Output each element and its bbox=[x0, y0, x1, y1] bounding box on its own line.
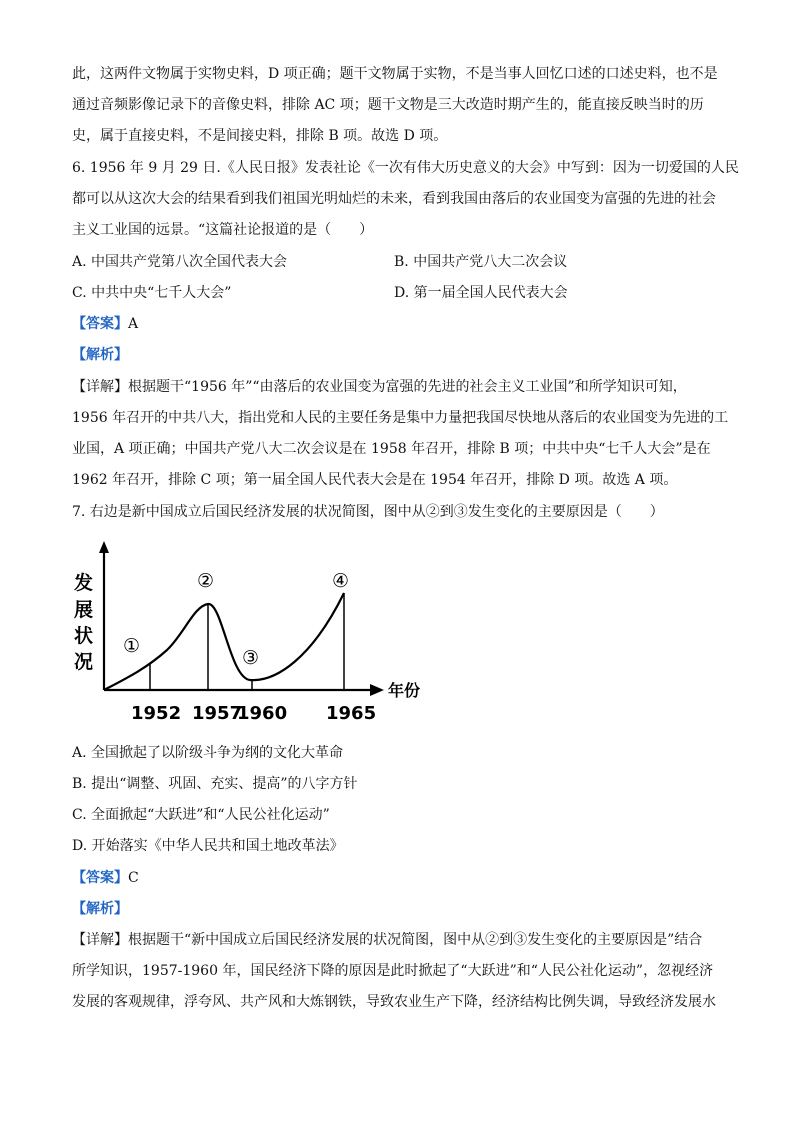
paragraph-line: 史，属于直接史料，不是间接史料，排除 B 项。故选 D 项。 bbox=[72, 128, 448, 144]
detail-tag: 【详解】 bbox=[72, 379, 128, 395]
option-row bbox=[72, 283, 568, 303]
point-label-3: ③ bbox=[242, 647, 260, 669]
y-label-char: 展 bbox=[74, 599, 94, 621]
q6-answer bbox=[72, 314, 138, 334]
y-axis-arrow bbox=[99, 541, 109, 553]
x-axis-label: 年份 bbox=[388, 681, 421, 700]
development-chart bbox=[72, 538, 452, 730]
q7-option-c: C. 全面掀起“大跃进”和“人民公社化运动” bbox=[72, 807, 330, 823]
q7-option-b: B. 提出“调整、巩固、充实、提高”的八字方针 bbox=[72, 776, 358, 792]
q6-detail: 1962 年召开，排除 C 项；第一届全国人民代表大会是在 1954 年召开，排除 D 项。故选 A 项。 bbox=[72, 472, 678, 488]
question-6-stem: 主义工业国的远景。“这篇社论报道的是（ ） bbox=[72, 222, 374, 238]
answer-tag: 【答案】 bbox=[72, 870, 128, 886]
answer-tag: 【答案】 bbox=[72, 316, 128, 332]
point-label-2: ② bbox=[197, 570, 215, 592]
q6-detail: 业国，A 项正确；中国共产党八大二次会议是在 1958 年召开，排除 B 项；中共中央“七千人大会”是在 bbox=[72, 441, 711, 457]
question-6-stem: 都可以从这次大会的结果看到我们祖国光明灿烂的未来，看到我国由落后的农业国变为富强的先进的社会 bbox=[72, 191, 716, 207]
q7-detail bbox=[72, 930, 702, 950]
economy-development-figure bbox=[72, 538, 452, 730]
q6-option-d: D. 第一届全国人民代表大会 bbox=[394, 285, 568, 301]
answer-value: A bbox=[128, 316, 139, 332]
point-label-4: ④ bbox=[332, 570, 350, 592]
analysis-tag: 【解析】 bbox=[72, 901, 128, 917]
q7-detail: 所学知识，1957-1960 年，国民经济下降的原因是此时掀起了“大跃进”和“人民公社化运动”，忽视经济 bbox=[72, 963, 714, 979]
detail-text: 根据题干“1956 年”“由落后的农业国变为富强的先进的社会主义工业国”和所学知识可知， bbox=[128, 379, 687, 395]
q7-analysis bbox=[72, 899, 128, 919]
paragraph-line: 此，这两件文物属于实物史料，D 项正确；题干文物属于实物，不是当事人回忆口述的口述史料，也不是 bbox=[72, 66, 718, 82]
analysis-tag: 【解析】 bbox=[72, 347, 128, 363]
q6-detail: 1956 年召开的中共八大，指出党和人民的主要任务是集中力量把我国尽快地从落后的农业国变为先进的工 bbox=[72, 410, 729, 426]
q6-option-b: B. 中国共产党八大二次会议 bbox=[394, 254, 568, 270]
y-label-char: 状 bbox=[74, 625, 94, 647]
year-label-1957: 1957 bbox=[192, 703, 243, 724]
paragraph-line: 通过音频影像记录下的音像史料，排除 AC 项；题干文物是三大改造时期产生的，能直接反映当时的历 bbox=[72, 97, 704, 113]
x-axis-arrow bbox=[370, 684, 384, 696]
year-label-1965: 1965 bbox=[326, 703, 377, 724]
q7-answer bbox=[72, 868, 139, 888]
q6-option-c: C. 中共中央“七千人大会” bbox=[72, 285, 232, 301]
year-label-1960: 1960 bbox=[237, 703, 288, 724]
q7-option-d: D. 开始落实《中华人民共和国土地改革法》 bbox=[72, 838, 344, 854]
question-7-stem: 7. 右边是新中国成立后国民经济发展的状况简图，图中从②到③发生变化的主要原因是（ ） bbox=[72, 504, 664, 520]
detail-tag: 【详解】 bbox=[72, 932, 128, 948]
year-label-1952: 1952 bbox=[131, 703, 182, 724]
q6-detail bbox=[72, 377, 687, 397]
detail-text: 根据题干“新中国成立后国民经济发展的状况简图，图中从②到③发生变化的主要原因是”结合 bbox=[128, 932, 703, 948]
y-label-char: 发 bbox=[74, 572, 94, 594]
point-label-1: ① bbox=[123, 635, 141, 657]
q7-option-a: A. 全国掀起了以阶级斗争为纲的文化大革命 bbox=[72, 745, 344, 761]
answer-value: C bbox=[128, 870, 139, 886]
y-label-char: 况 bbox=[74, 651, 94, 673]
question-6-stem: 6. 1956 年 9 月 29 日.《人民日报》发表社论《一次有伟大历史意义的大会》中写到：因为一切爱国的人民 bbox=[72, 160, 739, 176]
q7-detail: 发展的客观规律，浮夸风、共产风和大炼钢铁，导致农业生产下降，经济结构比例失调，导致经济发展水 bbox=[72, 994, 716, 1010]
option-row bbox=[72, 252, 568, 272]
q6-analysis bbox=[72, 345, 128, 365]
q6-option-a: A. 中国共产党第八次全国代表大会 bbox=[72, 254, 288, 270]
